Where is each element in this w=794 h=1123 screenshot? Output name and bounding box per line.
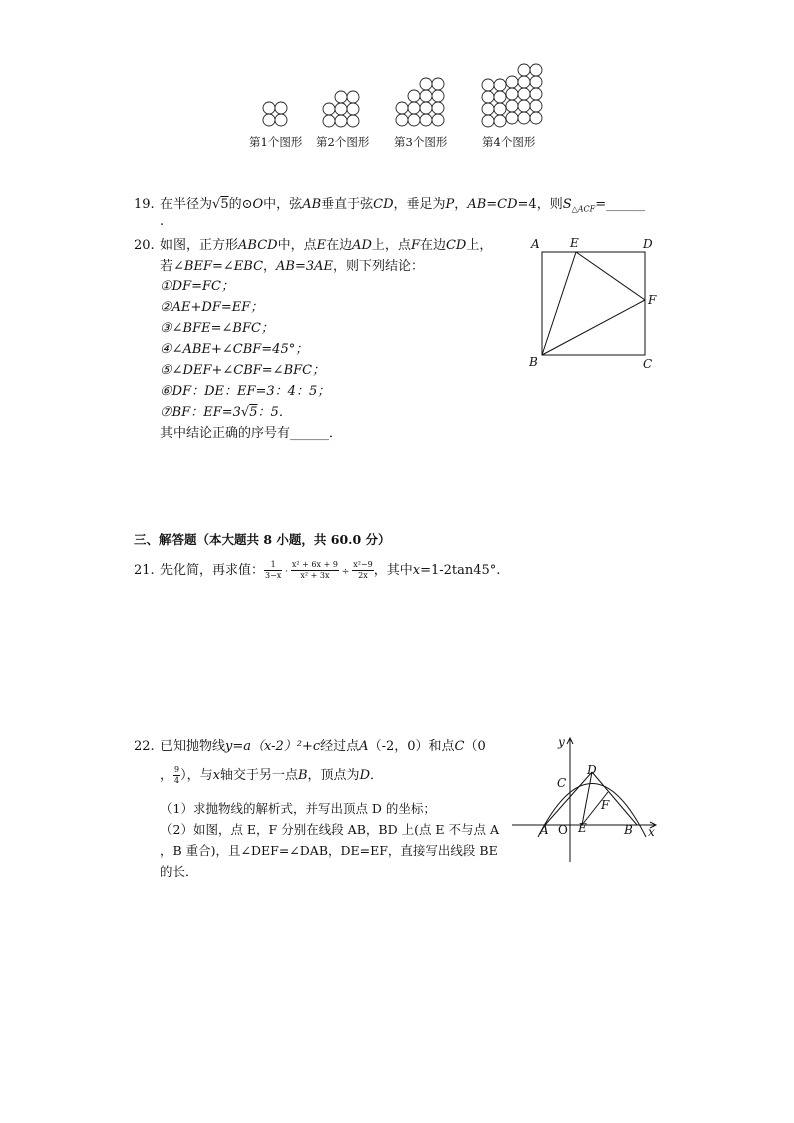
label-e: E	[570, 236, 579, 250]
pattern-label-2: 第2个图形	[316, 135, 370, 149]
label-f: F	[601, 798, 610, 812]
question-20-final: 其中结论正确的序号有______．	[160, 426, 343, 441]
fraction-2: $\frac{\text{x² + 6x + 9}}{\text{x² + 3x}}$	[291, 560, 338, 580]
segment-ef	[576, 252, 645, 300]
option-2: ②AE+DF=EF；	[160, 300, 264, 315]
question-number: 19.	[134, 197, 155, 212]
label-y: y	[558, 735, 565, 749]
square-abcd	[542, 252, 645, 355]
option-3: ③∠BFE=∠BFC；	[160, 321, 274, 336]
pattern-figure-1	[263, 102, 287, 126]
question-22: 22. 已知抛物线y=a（x-2）²+c经过点A（-2，0）和点C（0	[134, 737, 486, 757]
option-5: ⑤∠DEF+∠CBF=∠BFC；	[160, 363, 326, 378]
parabola-figure	[510, 732, 660, 867]
label-o: O	[558, 823, 568, 837]
label-c: C	[557, 776, 567, 790]
square-figure	[525, 232, 665, 377]
sqrt-sign: √	[212, 197, 221, 212]
segment-de	[582, 772, 592, 825]
label-f: F	[648, 293, 657, 307]
sqrt-sign: √	[240, 405, 250, 420]
question-number: 22.	[134, 739, 155, 754]
option-4: ④∠ABE+∠CBF=45°；	[160, 342, 309, 357]
question-22-line-2: ， $\frac{9}{4}$ ），与x轴交于另一点B，顶点为D．	[160, 765, 384, 785]
pattern-figure-4	[482, 64, 542, 127]
question-22-part-2-line-3: 的长．	[160, 864, 198, 879]
question-20-line-2: 若∠BEF=∠EBC，AB=3AE，则下列结论：	[160, 259, 425, 274]
question-22-part-1: （1）求抛物线的解析式，并写出顶点 D 的坐标；	[160, 801, 436, 816]
question-number: 21.	[134, 563, 155, 578]
question-number: 20.	[134, 238, 155, 253]
pattern-figure-2	[323, 91, 359, 127]
label-x: x	[648, 825, 655, 839]
question-22-part-2-line-1: （2）如图，点 E，F 分别在线段 AB，BD 上(点 E 不与点 A	[160, 822, 500, 837]
pattern-label-3: 第3个图形	[394, 135, 448, 149]
label-a: A	[531, 237, 540, 251]
label-b: B	[529, 355, 538, 369]
option-6: ⑥DF：DE：EF=3：4：5；	[160, 384, 331, 399]
pattern-figure-3	[396, 78, 444, 126]
label-d: D	[643, 237, 653, 251]
segment-db	[592, 772, 637, 825]
section-heading: 三、解答题（本大题共 8 小题，共 60.0 分）	[134, 532, 391, 547]
segment-ad	[545, 772, 592, 825]
question-21: 21. 先化简，再求值： $\frac{1}{3-x}$ · $\frac{\text{x² + 6x + 9}}{\text{x² + 3x}}$ ÷ $\frac{\text{x²−9}}{2x}$ ，其中x=1-2tan45°.	[134, 560, 501, 580]
question-20: 20. 如图，正方形ABCD中，点E在边AD上，点F在边CD上，	[134, 236, 492, 256]
fraction-1: $\frac{1}{3-x}$	[265, 560, 282, 580]
label-b: B	[624, 823, 633, 837]
pattern-label-4: 第4个图形	[482, 135, 536, 149]
option-7: ⑦BF：EF=3√5：5．	[160, 405, 292, 420]
label-e: E	[578, 821, 587, 835]
fraction-9-4: $\frac{9}{4}$	[174, 765, 180, 785]
pattern-label-1: 第1个图形	[249, 135, 303, 149]
question-22-part-2-line-2: ，B 重合)，且∠DEF=∠DAB，DE=EF，直接写出线段 BE	[160, 843, 498, 858]
answer-blank: =______	[595, 197, 646, 212]
label-d: D	[587, 763, 597, 777]
label-c: C	[643, 357, 653, 371]
label-a: A	[540, 823, 549, 837]
option-1: ①DF=FC；	[160, 279, 234, 294]
fraction-3: $\frac{\text{x²−9}}{2x}$	[353, 560, 373, 580]
question-19: 19. 在半径为√5的⊙O中，弦AB垂直于弦CD，垂足为P，AB=CD=4，则$S_{\triangle ACF}=\_\_\_\_\_\_$	[134, 197, 646, 214]
